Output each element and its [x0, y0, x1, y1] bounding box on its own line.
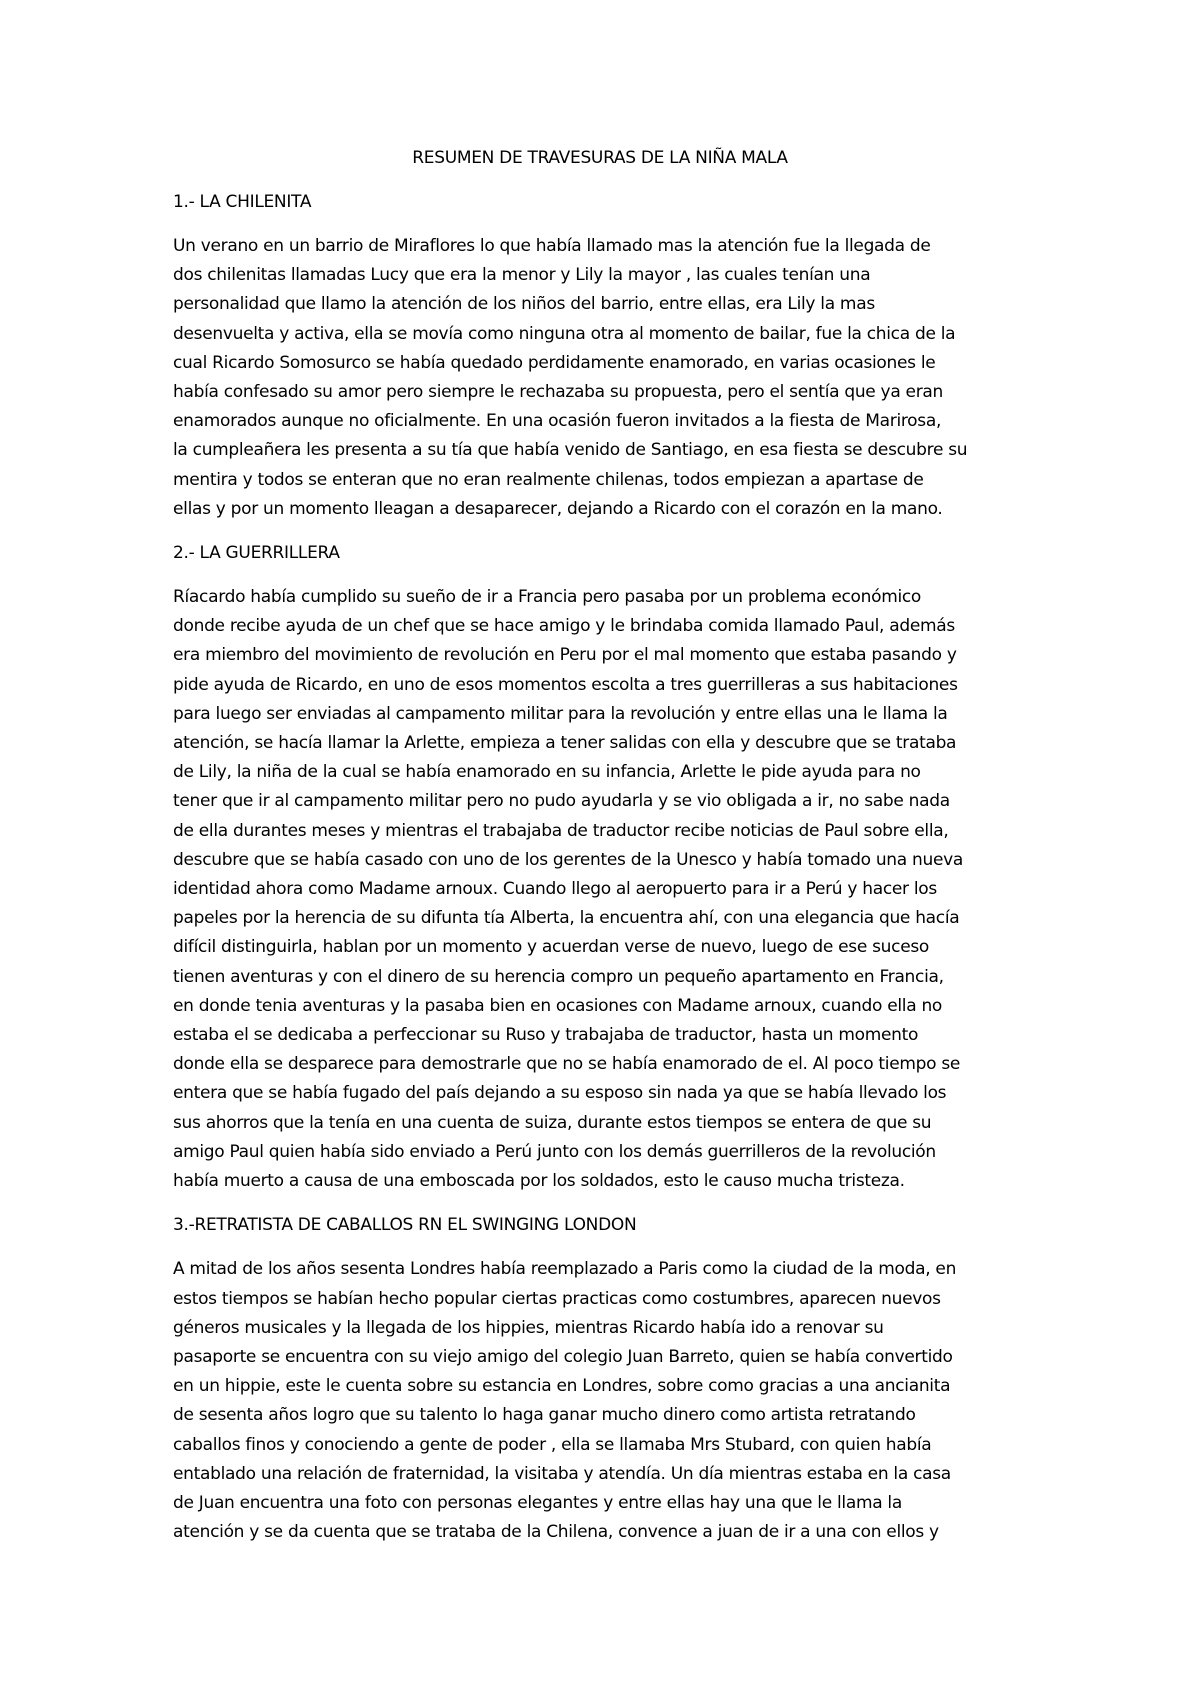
text-line: caballos finos y conociendo a gente de poder , ella se llamaba Mrs Stubard, con quien había	[173, 1434, 932, 1455]
text-line: sus ahorros que la tenía en una cuenta de suiza, durante estos tiempos se entera de que su	[173, 1112, 932, 1133]
text-line: tienen aventuras y con el dinero de su herencia compro un pequeño apartamento en Francia,	[173, 966, 944, 987]
text-line: donde recibe ayuda de un chef que se hace amigo y le brindaba comida llamado Paul, además	[173, 616, 955, 637]
text-line: había muerto a causa de una emboscada por los soldados, esto le causo mucha tristeza.	[173, 1171, 905, 1192]
section-paragraph	[173, 583, 1043, 1196]
text-line: géneros musicales y la llegada de los hippies, mientras Ricardo había ido a renovar su	[173, 1317, 884, 1338]
text-line: mentira y todos se enteran que no eran realmente chilenas, todos empiezan a apartase de	[173, 469, 924, 490]
section-paragraph	[173, 232, 1043, 524]
section-heading: 1.- LA CHILENITA	[173, 192, 312, 212]
text-line: tener que ir al campamento militar pero no pudo ayudarla y se vio obligada a ir, no sabe nada	[173, 791, 950, 812]
text-line: de Juan encuentra una foto con personas elegantes y entre ellas hay una que le llama la	[173, 1492, 902, 1513]
text-line: la cumpleañera les presenta a su tía que había venido de Santiago, en esa fiesta se descubre su	[173, 440, 968, 461]
text-line: en un hippie, este le cuenta sobre su estancia en Londres, sobre como gracias a una ancianita	[173, 1376, 951, 1397]
text-line: pasaporte se encuentra con su viejo amigo del colegio Juan Barreto, quien se había convertido	[173, 1346, 953, 1367]
text-line: identidad ahora como Madame arnoux. Cuando llego al aeropuerto para ir a Perú y hacer los	[173, 879, 937, 900]
document-title: RESUMEN DE TRAVESURAS DE LA NIÑA MALA	[412, 148, 788, 168]
text-line: atención y se da cuenta que se trataba de la Chilena, convence a juan de ir a una con ellos y	[173, 1522, 939, 1543]
text-line: personalidad que llamo la atención de los niños del barrio, entre ellas, era Lily la mas	[173, 294, 875, 315]
text-line: de ella durantes meses y mientras el trabajaba de traductor recibe noticias de Paul sobre ella,	[173, 820, 949, 841]
text-line: estaba el se dedicaba a perfeccionar su Ruso y trabajaba de traductor, hasta un momento	[173, 1025, 919, 1046]
text-line: descubre que se había casado con uno de los gerentes de la Unesco y había tomado una nueva	[173, 849, 963, 870]
text-line: dos chilenitas llamadas Lucy que era la menor y Lily la mayor , las cuales tenían una	[173, 265, 871, 286]
text-line: papeles por la herencia de su difunta tía Alberta, la encuentra ahí, con una elegancia que hacía	[173, 908, 960, 929]
text-line: desenvuelta y activa, ella se movía como ninguna otra al momento de bailar, fue la chica de la	[173, 323, 956, 344]
text-line: de sesenta años logro que su talento lo haga ganar mucho dinero como artista retratando	[173, 1405, 916, 1426]
text-line: había confesado su amor pero siempre le rechazaba su propuesta, pero el sentía que ya eran	[173, 382, 943, 403]
text-line: atención, se hacía llamar la Arlette, empieza a tener salidas con ella y descubre que se trataba	[173, 733, 957, 754]
document-body	[173, 190, 1043, 1564]
text-line: en donde tenia aventuras y la pasaba bien en ocasiones con Madame arnoux, cuando ella no	[173, 995, 943, 1016]
text-line: Un verano en un barrio de Miraflores lo que había llamado mas la atención fue la llegada de	[173, 236, 931, 256]
text-line: A mitad de los años sesenta Londres había reemplazado a Paris como la ciudad de la moda, en	[173, 1259, 957, 1280]
text-line: de Lily, la niña de la cual se había enamorado en su infancia, Arlette le pide ayuda para no	[173, 762, 921, 783]
text-line: amigo Paul quien había sido enviado a Perú junto con los demás guerrilleros de la revolución	[173, 1141, 936, 1162]
text-line: pide ayuda de Ricardo, en uno de esos momentos escolta a tres guerrilleras a sus habitaciones	[173, 674, 958, 695]
text-line: entera que se había fugado del país dejando a su esposo sin nada ya que se había llevado los	[173, 1083, 947, 1104]
text-line: difícil distinguirla, hablan por un momento y acuerdan verse de nuevo, luego de ese suceso	[173, 937, 930, 958]
text-line: estos tiempos se habían hecho popular ciertas practicas como costumbres, aparecen nuevos	[173, 1288, 941, 1309]
text-line: donde ella se desparece para demostrarle que no se había enamorado de el. Al poco tiempo se	[173, 1054, 961, 1075]
text-line: para luego ser enviadas al campamento militar para la revolución y entre ellas una le llama la	[173, 703, 948, 724]
section-heading: 2.- LA GUERRILLERA	[173, 543, 340, 564]
section-heading: 3.-RETRATISTA DE CABALLOS RN EL SWINGING LONDON	[173, 1215, 637, 1236]
text-line: enamorados aunque no oficialmente. En una ocasión fueron invitados a la fiesta de Marirosa,	[173, 411, 942, 432]
text-line: cual Ricardo Somosurco se había quedado perdidamente enamorado, en varias ocasiones le	[173, 352, 936, 373]
section-paragraph	[173, 1255, 1043, 1547]
text-line: ellas y por un momento lleagan a desaparecer, dejando a Ricardo con el corazón en la mano.	[173, 498, 943, 519]
text-line: era miembro del movimiento de revolución en Peru por el mal momento que estaba pasando y	[173, 645, 957, 666]
text-line: Ríacardo había cumplido su sueño de ir a Francia pero pasaba por un problema económico	[173, 587, 922, 608]
text-line: entablado una relación de fraternidad, la visitaba y atendía. Un día mientras estaba en la casa	[173, 1463, 951, 1484]
